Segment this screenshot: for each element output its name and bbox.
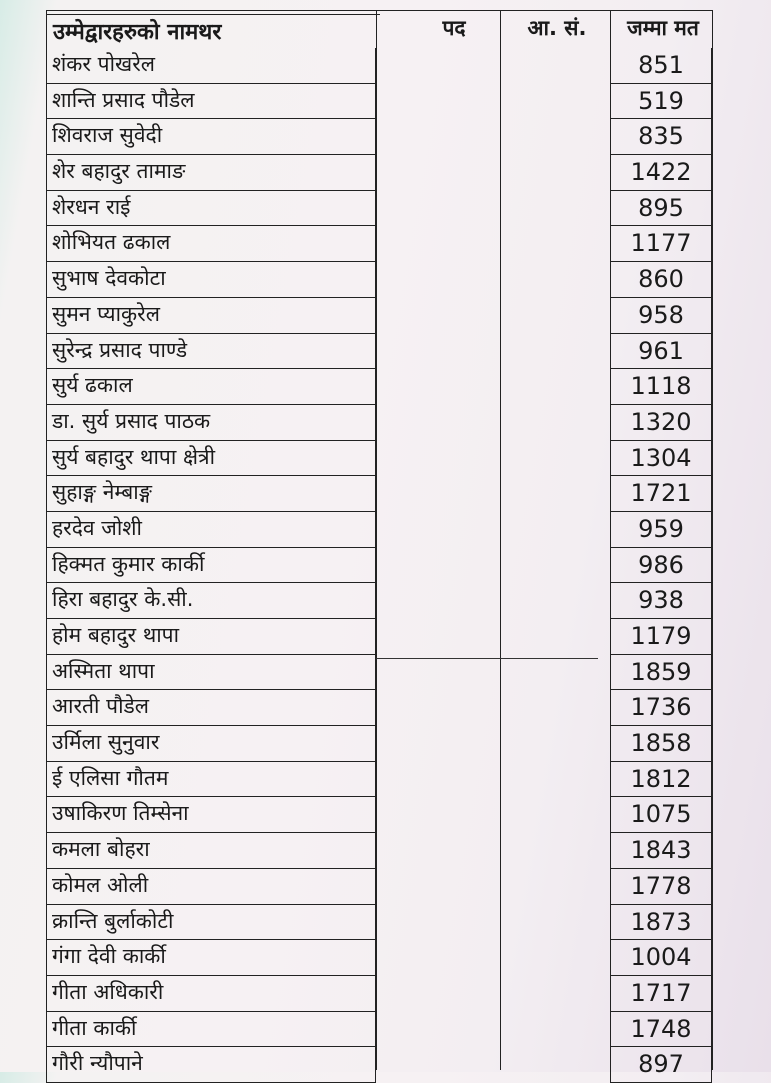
vote-count: 897 xyxy=(610,1047,712,1083)
table-row xyxy=(46,334,712,370)
table-row xyxy=(46,583,712,619)
candidate-name: शोभियत ढकाल xyxy=(46,226,376,262)
vote-count: 1118 xyxy=(610,369,712,405)
candidate-name: अस्मिता थापा xyxy=(46,655,376,691)
table-row xyxy=(46,1047,712,1083)
vote-count: 1843 xyxy=(610,833,712,869)
table-row xyxy=(46,940,712,976)
vote-count: 1320 xyxy=(610,405,712,441)
table-row xyxy=(46,762,712,798)
table-row xyxy=(46,619,712,655)
candidate-name: हिरा बहादुर के.सी. xyxy=(46,583,376,619)
vote-count: 959 xyxy=(610,512,712,548)
candidate-name: होम बहादुर थापा xyxy=(46,619,376,655)
vote-count: 938 xyxy=(610,583,712,619)
table-row xyxy=(46,976,712,1012)
header-total-votes: जम्मा मत xyxy=(627,16,699,40)
vote-count: 1721 xyxy=(610,476,712,512)
candidate-rows xyxy=(46,48,712,1083)
table-row xyxy=(46,476,712,512)
candidate-name: शान्ति प्रसाद पौडेल xyxy=(46,84,376,120)
vote-count-sheet xyxy=(34,6,714,1079)
table-row xyxy=(46,726,712,762)
table-row xyxy=(46,441,712,477)
table-row xyxy=(46,298,712,334)
candidate-name: गीता अधिकारी xyxy=(46,976,376,1012)
candidate-name: शेर बहादुर तामाङ xyxy=(46,155,376,191)
candidate-name: शेरधन राई xyxy=(46,191,376,227)
table-row xyxy=(46,369,712,405)
candidate-name: हिक्मत कुमार कार्की xyxy=(46,548,376,584)
table-row xyxy=(46,84,712,120)
vote-count: 958 xyxy=(610,298,712,334)
candidate-name: सुभाष देवकोटा xyxy=(46,262,376,298)
vote-count: 1717 xyxy=(610,976,712,1012)
candidate-name: कमला बोहरा xyxy=(46,833,376,869)
table-row xyxy=(46,405,712,441)
table-row xyxy=(46,48,712,84)
header-post: पद xyxy=(442,16,466,40)
vote-count: 1858 xyxy=(610,726,712,762)
vote-count: 1748 xyxy=(610,1012,712,1048)
table-row xyxy=(46,797,712,833)
column-divider-right xyxy=(712,10,713,1070)
vote-count: 1422 xyxy=(610,155,712,191)
candidate-name: डा. सुर्य प्रसाद पाठक xyxy=(46,405,376,441)
candidate-name: गीता कार्की xyxy=(46,1012,376,1048)
candidate-name: गौरी न्यौपाने xyxy=(46,1047,376,1083)
candidate-name: हरदेव जोशी xyxy=(46,512,376,548)
table-row xyxy=(46,690,712,726)
candidate-name: ई एलिसा गौतम xyxy=(46,762,376,798)
candidate-name: सुहाङ्ग नेम्बाङ्ग xyxy=(46,476,376,512)
vote-count: 961 xyxy=(610,334,712,370)
vote-count: 1004 xyxy=(610,940,712,976)
vote-count: 895 xyxy=(610,191,712,227)
vote-count: 1304 xyxy=(610,441,712,477)
table-row xyxy=(46,1012,712,1048)
vote-count: 1778 xyxy=(610,869,712,905)
candidate-name: उषाकिरण तिम्सेना xyxy=(46,797,376,833)
table-row xyxy=(46,833,712,869)
candidate-name: सुरेन्द्र प्रसाद पाण्डे xyxy=(46,334,376,370)
table-row xyxy=(46,548,712,584)
candidate-name: सुर्य ढकाल xyxy=(46,369,376,405)
vote-count: 835 xyxy=(610,119,712,155)
table-row xyxy=(46,155,712,191)
candidate-name: उर्मिला सुनुवार xyxy=(46,726,376,762)
vote-count: 1179 xyxy=(610,619,712,655)
table-row xyxy=(46,869,712,905)
table-row xyxy=(46,226,712,262)
vote-count: 1812 xyxy=(610,762,712,798)
candidate-name: आरती पौडेल xyxy=(46,690,376,726)
header-candidate-name: उम्मेद्वारहरुको नामथर xyxy=(46,14,380,50)
table-row xyxy=(46,905,712,941)
table-row xyxy=(46,655,712,691)
table-row xyxy=(46,512,712,548)
vote-count: 1736 xyxy=(610,690,712,726)
candidate-name: क्रान्ति बुर्लाकोटी xyxy=(46,905,376,941)
vote-count: 1873 xyxy=(610,905,712,941)
candidate-name: कोमल ओली xyxy=(46,869,376,905)
candidate-name: शंकर पोखरेल xyxy=(46,48,376,84)
candidate-name: शिवराज सुवेदी xyxy=(46,119,376,155)
candidate-name: गंगा देवी कार्की xyxy=(46,940,376,976)
vote-count: 1075 xyxy=(610,797,712,833)
candidate-name: सुर्य बहादुर थापा क्षेत्री xyxy=(46,441,376,477)
vote-count: 519 xyxy=(610,84,712,120)
table-header xyxy=(42,10,712,50)
vote-count: 1177 xyxy=(610,226,712,262)
table-row xyxy=(46,191,712,227)
header-serial-number: आ. सं. xyxy=(527,16,587,40)
vote-count: 1859 xyxy=(610,655,712,691)
vote-count: 986 xyxy=(610,548,712,584)
vote-count: 851 xyxy=(610,48,712,84)
candidate-name: सुमन प्याकुरेल xyxy=(46,298,376,334)
vote-count: 860 xyxy=(610,262,712,298)
table-row xyxy=(46,119,712,155)
table-row xyxy=(46,262,712,298)
